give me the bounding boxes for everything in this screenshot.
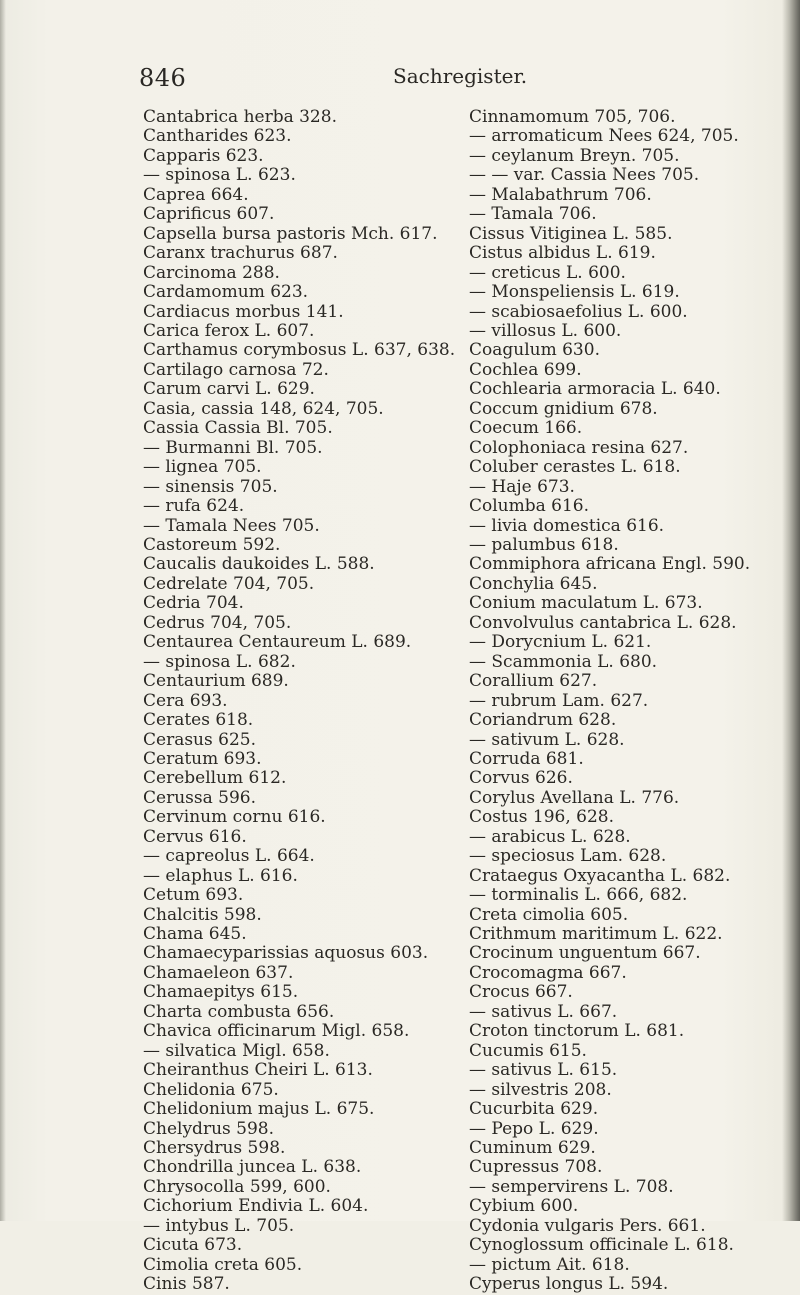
- index-entry: Centaurea Centaureum L. 689.: [143, 632, 412, 653]
- index-entry: — spinosa L. 623.: [143, 165, 296, 186]
- index-entry: Coecum 166.: [469, 418, 583, 439]
- index-entry: — livia domestica 616.: [469, 515, 665, 536]
- index-entry: Chelidonium majus L. 675.: [143, 1099, 375, 1120]
- index-entry: Cydonia vulgaris Pers. 661.: [469, 1215, 706, 1236]
- index-entry: Chamaeleon 637.: [143, 962, 294, 983]
- index-entry: Coagulum 630.: [469, 340, 600, 361]
- index-entry: Cochlearia armoracia L. 640.: [469, 379, 721, 400]
- index-entry: Caprificus 607.: [143, 204, 275, 225]
- index-entry: — palumbus 618.: [469, 534, 619, 555]
- index-entry: Corallium 627.: [469, 671, 598, 692]
- index-entry: Cardiacus morbus 141.: [143, 301, 344, 322]
- index-entry: — pictum Ait. 618.: [469, 1254, 630, 1275]
- index-entry: Chamaepitys 615.: [143, 982, 299, 1003]
- index-entry: Cistus albidus L. 619.: [469, 243, 656, 264]
- index-entry: Cupressus 708.: [469, 1157, 603, 1178]
- index-entry: Cervus 616.: [143, 826, 247, 847]
- index-entry: Coluber cerastes L. 618.: [469, 457, 681, 478]
- index-entry: — Monspeliensis L. 619.: [469, 282, 680, 303]
- index-entry: — villosus L. 600.: [469, 320, 622, 341]
- index-entry: Chondrilla juncea L. 638.: [143, 1157, 362, 1178]
- index-entry: Casia, cassia 148, 624, 705.: [143, 398, 384, 419]
- index-entry: Cantabrica herba 328.: [143, 107, 337, 127]
- index-entry: — arromaticum Nees 624, 705.: [469, 126, 739, 147]
- index-entry: — torminalis L. 666, 682.: [469, 885, 688, 906]
- index-entry: Cerebellum 612.: [143, 768, 287, 789]
- index-entry: Cynoglossum officinale L. 618.: [469, 1235, 734, 1256]
- index-entry: — rufa 624.: [143, 496, 245, 517]
- index-entry: Cucurbita 629.: [469, 1099, 599, 1120]
- index-entry: Commiphora africana Engl. 590.: [469, 554, 751, 575]
- index-entry: — sinensis 705.: [143, 476, 278, 497]
- index-entry: — silvestris 208.: [469, 1079, 612, 1100]
- index-entry: Carcinoma 288.: [143, 262, 280, 283]
- index-entry: Chrysocolla 599, 600.: [143, 1176, 331, 1197]
- index-entry: Cyperus longus L. 594.: [469, 1274, 669, 1295]
- index-entry: Corvus 626.: [469, 768, 573, 789]
- index-entry: — sempervirens L. 708.: [469, 1176, 674, 1197]
- index-entry: Conchylia 645.: [469, 573, 598, 594]
- index-entry: Chersydrus 598.: [143, 1138, 286, 1159]
- index-entry: Caprea 664.: [143, 184, 249, 205]
- index-entry: — scabiosaefolius L. 600.: [469, 301, 688, 322]
- index-entry: — Dorycnium L. 621.: [469, 632, 652, 653]
- page-gutter-shadow: [0, 0, 6, 1221]
- index-entry: Cantharides 623.: [143, 126, 292, 147]
- index-entry: — creticus L. 600.: [469, 262, 626, 283]
- index-entry: Corylus Avellana L. 776.: [469, 787, 680, 808]
- index-entry: Chavica officinarum Migl. 658.: [143, 1021, 410, 1042]
- index-entry: — capreolus L. 664.: [143, 846, 315, 867]
- index-entry: Cinis 587.: [143, 1274, 230, 1295]
- index-entry: Convolvulus cantabrica L. 628.: [469, 612, 737, 633]
- index-entry: Cerasus 625.: [143, 729, 256, 750]
- index-entry: — speciosus Lam. 628.: [469, 846, 667, 867]
- index-column-left: [143, 108, 463, 1295]
- index-entry: — sativum L. 628.: [469, 729, 625, 750]
- index-entry: — — var. Cassia Nees 705.: [469, 165, 700, 186]
- index-entry: Cerussa 596.: [143, 787, 256, 808]
- index-entry: Cimolia creta 605.: [143, 1254, 303, 1275]
- page-number: 846: [139, 64, 187, 92]
- index-entry: Cetum 693.: [143, 885, 244, 906]
- index-entry: Creta cimolia 605.: [469, 904, 629, 925]
- index-entry: — silvatica Migl. 658.: [143, 1040, 330, 1061]
- index-column-right: [469, 108, 785, 1295]
- index-entry: Ceratum 693.: [143, 748, 262, 769]
- index-entry: — rubrum Lam. 627.: [469, 690, 649, 711]
- index-entry: Cheiranthus Cheiri L. 613.: [143, 1060, 373, 1081]
- index-entry: Columba 616.: [469, 496, 590, 517]
- index-entry: Caucalis daukoides L. 588.: [143, 554, 375, 575]
- index-entry: Cassia Cassia Bl. 705.: [143, 418, 333, 439]
- index-entry: Chama 645.: [143, 924, 247, 945]
- index-entry: Crocus 667.: [469, 982, 573, 1003]
- index-entry: Castoreum 592.: [143, 534, 281, 555]
- index-entry: Cedrus 704, 705.: [143, 612, 292, 633]
- index-entry: Centaurium 689.: [143, 671, 289, 692]
- index-entry: — Malabathrum 706.: [469, 184, 652, 205]
- index-entry: Carthamus corymbosus L. 637, 638.: [143, 340, 456, 361]
- index-entry: Carum carvi L. 629.: [143, 379, 315, 400]
- index-entry: — intybus L. 705.: [143, 1215, 295, 1236]
- index-entry: Charta combusta 656.: [143, 1001, 335, 1022]
- index-entry: — Burmanni Bl. 705.: [143, 437, 323, 458]
- index-entry: Cedrelate 704, 705.: [143, 573, 315, 594]
- index-entry: Crataegus Oxyacantha L. 682.: [469, 865, 731, 886]
- index-entry: Cicuta 673.: [143, 1235, 243, 1256]
- index-entry: Cedria 704.: [143, 593, 244, 614]
- index-entry: — Tamala 706.: [469, 204, 597, 225]
- index-entry: Cervinum cornu 616.: [143, 807, 326, 828]
- index-entry: Corruda 681.: [469, 748, 584, 769]
- index-entry: — Haje 673.: [469, 476, 575, 497]
- index-entry: — sativus L. 615.: [469, 1060, 618, 1081]
- index-entry: — Tamala Nees 705.: [143, 515, 320, 536]
- index-entry: Crocinum unguentum 667.: [469, 943, 701, 964]
- index-entry: Cybium 600.: [469, 1196, 579, 1217]
- index-entry: Coriandrum 628.: [469, 710, 617, 731]
- index-entry: Coccum gnidium 678.: [469, 398, 658, 419]
- index-entry: — sativus L. 667.: [469, 1001, 618, 1022]
- index-entry: Chalcitis 598.: [143, 904, 262, 925]
- index-entry: — Scammonia L. 680.: [469, 651, 658, 672]
- index-entry: — lignea 705.: [143, 457, 262, 478]
- index-entry: Chamaecyparissias aquosus 603.: [143, 943, 429, 964]
- index-entry: Cochlea 699.: [469, 359, 582, 380]
- index-entry: Costus 196, 628.: [469, 807, 614, 828]
- index-entry: Cardamomum 623.: [143, 282, 309, 303]
- index-entry: Conium maculatum L. 673.: [469, 593, 703, 614]
- index-entry: — ceylanum Breyn. 705.: [469, 145, 680, 166]
- index-entry: Cinnamomum 705, 706.: [469, 107, 676, 127]
- index-entry: Crithmum maritimum L. 622.: [469, 924, 723, 945]
- index-entry: Cera 693.: [143, 690, 228, 711]
- index-entry: Crocomagma 667.: [469, 962, 627, 983]
- index-entry: — elaphus L. 616.: [143, 865, 298, 886]
- index-entry: Carica ferox L. 607.: [143, 320, 315, 341]
- index-entry: — arabicus L. 628.: [469, 826, 631, 847]
- index-entry: Cucumis 615.: [469, 1040, 587, 1061]
- index-entry: — Pepo L. 629.: [469, 1118, 599, 1139]
- index-entry: Croton tinctorum L. 681.: [469, 1021, 685, 1042]
- index-entry: Cissus Vitiginea L. 585.: [469, 223, 673, 244]
- index-entry: Capsella bursa pastoris Mch. 617.: [143, 223, 438, 244]
- index-entry: Caranx trachurus 687.: [143, 243, 338, 264]
- index-entry: — spinosa L. 682.: [143, 651, 296, 672]
- index-entry: Chelidonia 675.: [143, 1079, 279, 1100]
- index-entry: Cartilago carnosa 72.: [143, 359, 329, 380]
- index-entry: Cuminum 629.: [469, 1138, 596, 1159]
- index-entry: Colophoniaca resina 627.: [469, 437, 689, 458]
- index-entry: Cerates 618.: [143, 710, 254, 731]
- index-entry: Capparis 623.: [143, 145, 264, 166]
- running-head: Sachregister.: [393, 64, 528, 88]
- index-entry: Cichorium Endivia L. 604.: [143, 1196, 369, 1217]
- index-entry: Chelydrus 598.: [143, 1118, 274, 1139]
